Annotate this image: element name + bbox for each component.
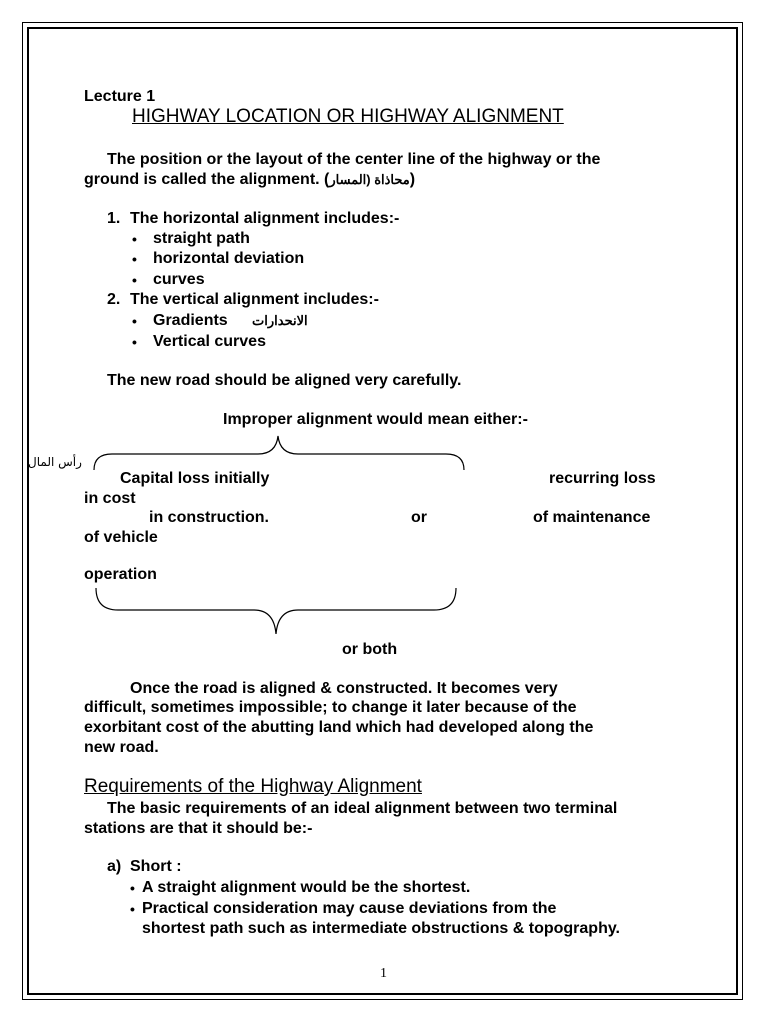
capital-arabic: رأس المال <box>28 455 82 469</box>
bullet-icon: • <box>132 334 137 350</box>
page-title: HIGHWAY LOCATION OR HIGHWAY ALIGNMENT <box>132 106 564 127</box>
or-both-text: or both <box>342 641 398 658</box>
intro-arabic: محاذاة (المسار <box>329 172 410 187</box>
bullet-icon: • <box>132 272 137 288</box>
list1-item-3: curves <box>153 271 205 288</box>
list2-item-2: Vertical curves <box>153 333 266 350</box>
once-line-2: difficult, sometimes impossible; to change it later because of the <box>84 699 577 716</box>
once-line-4: new road. <box>84 739 159 756</box>
list2-item-1-arabic: الانحدارات <box>252 313 308 328</box>
top-brace <box>94 436 464 470</box>
bullet-icon: • <box>130 880 135 896</box>
new-road-text: The new road should be aligned very carefully. <box>107 372 462 389</box>
requirements-heading: Requirements of the Highway Alignment <box>84 776 422 797</box>
page-number: 1 <box>380 966 387 981</box>
bullet-icon: • <box>132 313 137 329</box>
or-text: or <box>411 509 427 526</box>
intro-line-1: The position or the layout of the center line of the highway or the <box>107 151 601 168</box>
req-line-1: The basic requirements of an ideal alignment between two terminal <box>107 800 618 817</box>
short-bullet-2-line-2: shortest path such as intermediate obstructions & topography. <box>142 920 620 937</box>
once-line-1: Once the road is aligned & constructed. It becomes very <box>130 680 558 697</box>
bottom-brace <box>96 588 456 634</box>
lecture-label: Lecture 1 <box>84 88 156 105</box>
list1-item-2: horizontal deviation <box>153 250 305 267</box>
short-heading: Short : <box>130 858 182 875</box>
bullet-icon: • <box>130 901 135 917</box>
short-label: a) <box>107 858 122 875</box>
recurring-loss-text: recurring loss <box>549 470 656 487</box>
operation-text: operation <box>84 566 157 583</box>
list2-heading: The vertical alignment includes:- <box>130 291 379 308</box>
bullet-icon: • <box>132 251 137 267</box>
req-line-2: stations are that it should be:- <box>84 820 313 837</box>
of-maintenance-text: of maintenance <box>533 509 651 526</box>
intro-close: ) <box>409 171 416 188</box>
short-bullet-1: A straight alignment would be the shortest. <box>142 879 471 896</box>
list1-number: 1. <box>107 210 121 227</box>
in-construction-text: in construction. <box>149 509 269 526</box>
list1-item-1: straight path <box>153 230 250 247</box>
bullet-icon: • <box>132 231 137 247</box>
once-line-3: exorbitant cost of the abutting land which had developed along the <box>84 719 594 736</box>
capital-loss-text: Capital loss initially <box>120 470 270 487</box>
short-bullet-2-line-1: Practical consideration may cause deviations from the <box>142 900 557 917</box>
list1-heading: The horizontal alignment includes:- <box>130 210 400 227</box>
list2-item-1: Gradients <box>153 312 228 329</box>
in-cost-text: in cost <box>84 490 136 507</box>
list2-number: 2. <box>107 291 121 308</box>
of-vehicle-text: of vehicle <box>84 529 158 546</box>
intro-text: ground is called the alignment. ( <box>84 171 330 188</box>
improper-text: Improper alignment would mean either:- <box>223 411 528 428</box>
